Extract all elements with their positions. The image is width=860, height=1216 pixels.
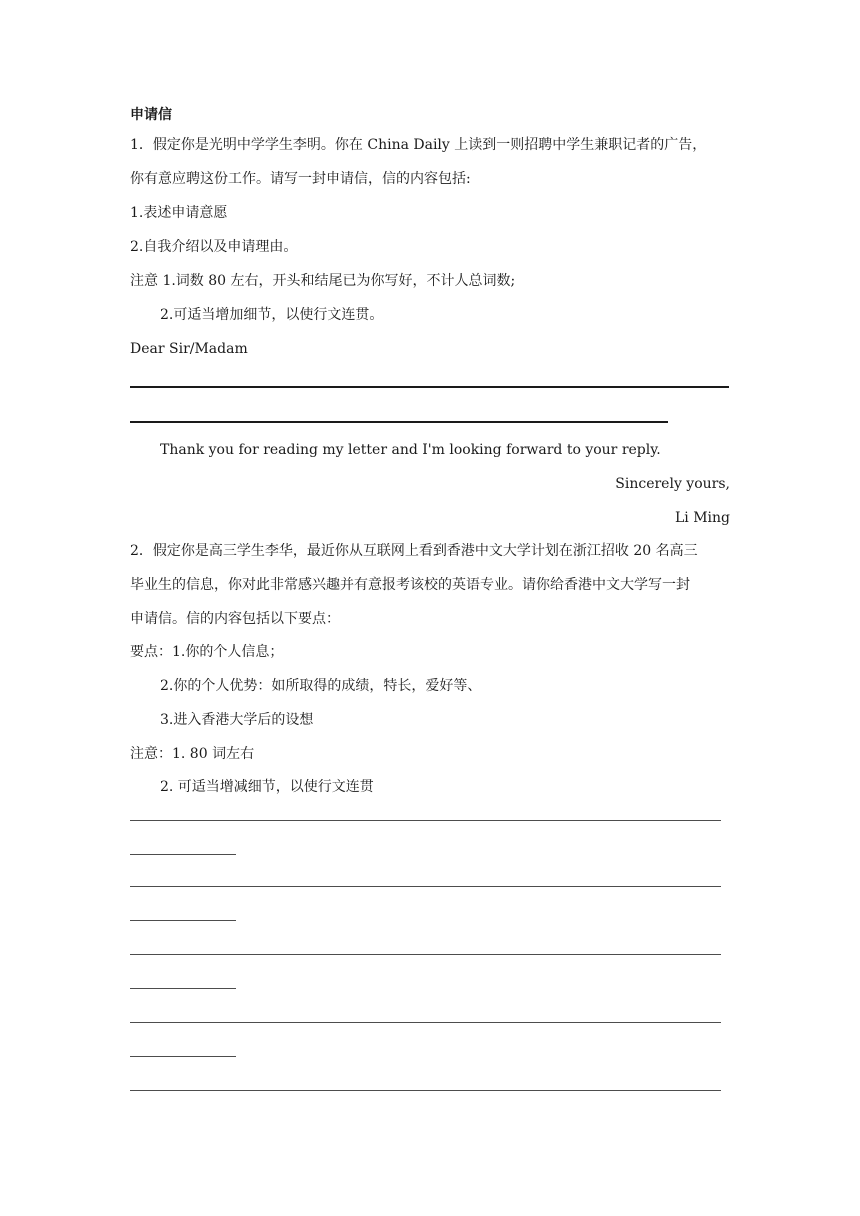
q2-point-2: 2.你的个人优势：如所取得的成绩，特长，爱好等、 xyxy=(160,678,482,694)
q1-note-1: 注意 1.词数 80 左右，开头和结尾已为你写好，不计人总词数; xyxy=(130,273,516,289)
q2-writing-line-7 xyxy=(130,1022,721,1023)
q2-writing-line-9 xyxy=(130,1090,721,1091)
q2-prompt-line-3: 申请信。信的内容包括以下要点： xyxy=(130,611,340,627)
q1-prompt-line-2: 你有意应聘这份工作。请写一封申请信，信的内容包括: xyxy=(130,171,471,187)
q2-writing-line-2 xyxy=(130,854,236,855)
q1-prompt-line-1 xyxy=(130,135,730,155)
q1-closing-line: Thank you for reading my letter and I'm looking forward to your reply. xyxy=(160,442,661,458)
q2-writing-line-5 xyxy=(130,954,721,955)
section-title: 申请信 xyxy=(130,107,172,123)
q2-writing-line-3 xyxy=(130,886,721,887)
q2-note-1: 注意：1. 80 词左右 xyxy=(130,746,255,762)
q2-note-2: 2. 可适当增减细节，以使行文连贯 xyxy=(160,779,374,795)
q1-signature: Li Ming xyxy=(674,510,730,526)
q1-writing-line-1 xyxy=(130,386,729,388)
q1-writing-line-2 xyxy=(130,421,668,423)
q1-point-1: 1.表述申请意愿 xyxy=(130,205,228,221)
q2-writing-line-8 xyxy=(130,1056,236,1057)
q1-salutation: Dear Sir/Madam xyxy=(130,341,248,357)
q2-writing-line-4 xyxy=(130,920,236,921)
q2-point-3: 3.进入香港大学后的设想 xyxy=(160,712,314,728)
q2-point-1: 要点：1.你的个人信息； xyxy=(130,644,284,660)
q1-point-2: 2.自我介绍以及申请理由。 xyxy=(130,239,298,255)
q2-prompt-line-2: 毕业生的信息，你对此非常感兴趣并有意报考该校的英语专业。请你给香港中文大学写一封 xyxy=(130,577,690,593)
q1-prompt-line-1-text: 1．假定你是光明中学学生李明。你在 China Daily 上读到一则招聘中学生兼职记者的广告， xyxy=(130,137,707,153)
q2-writing-line-1 xyxy=(130,820,721,821)
q2-writing-line-6 xyxy=(130,988,236,989)
q2-prompt-line-1: 2．假定你是高三学生李华，最近你从互联网上看到香港中文大学计划在浙江招收 20 名高三 xyxy=(130,543,698,559)
q1-note-2: 2.可适当增加细节，以使行文连贯。 xyxy=(160,307,384,323)
q1-signoff: Sincerely yours, xyxy=(615,476,730,492)
